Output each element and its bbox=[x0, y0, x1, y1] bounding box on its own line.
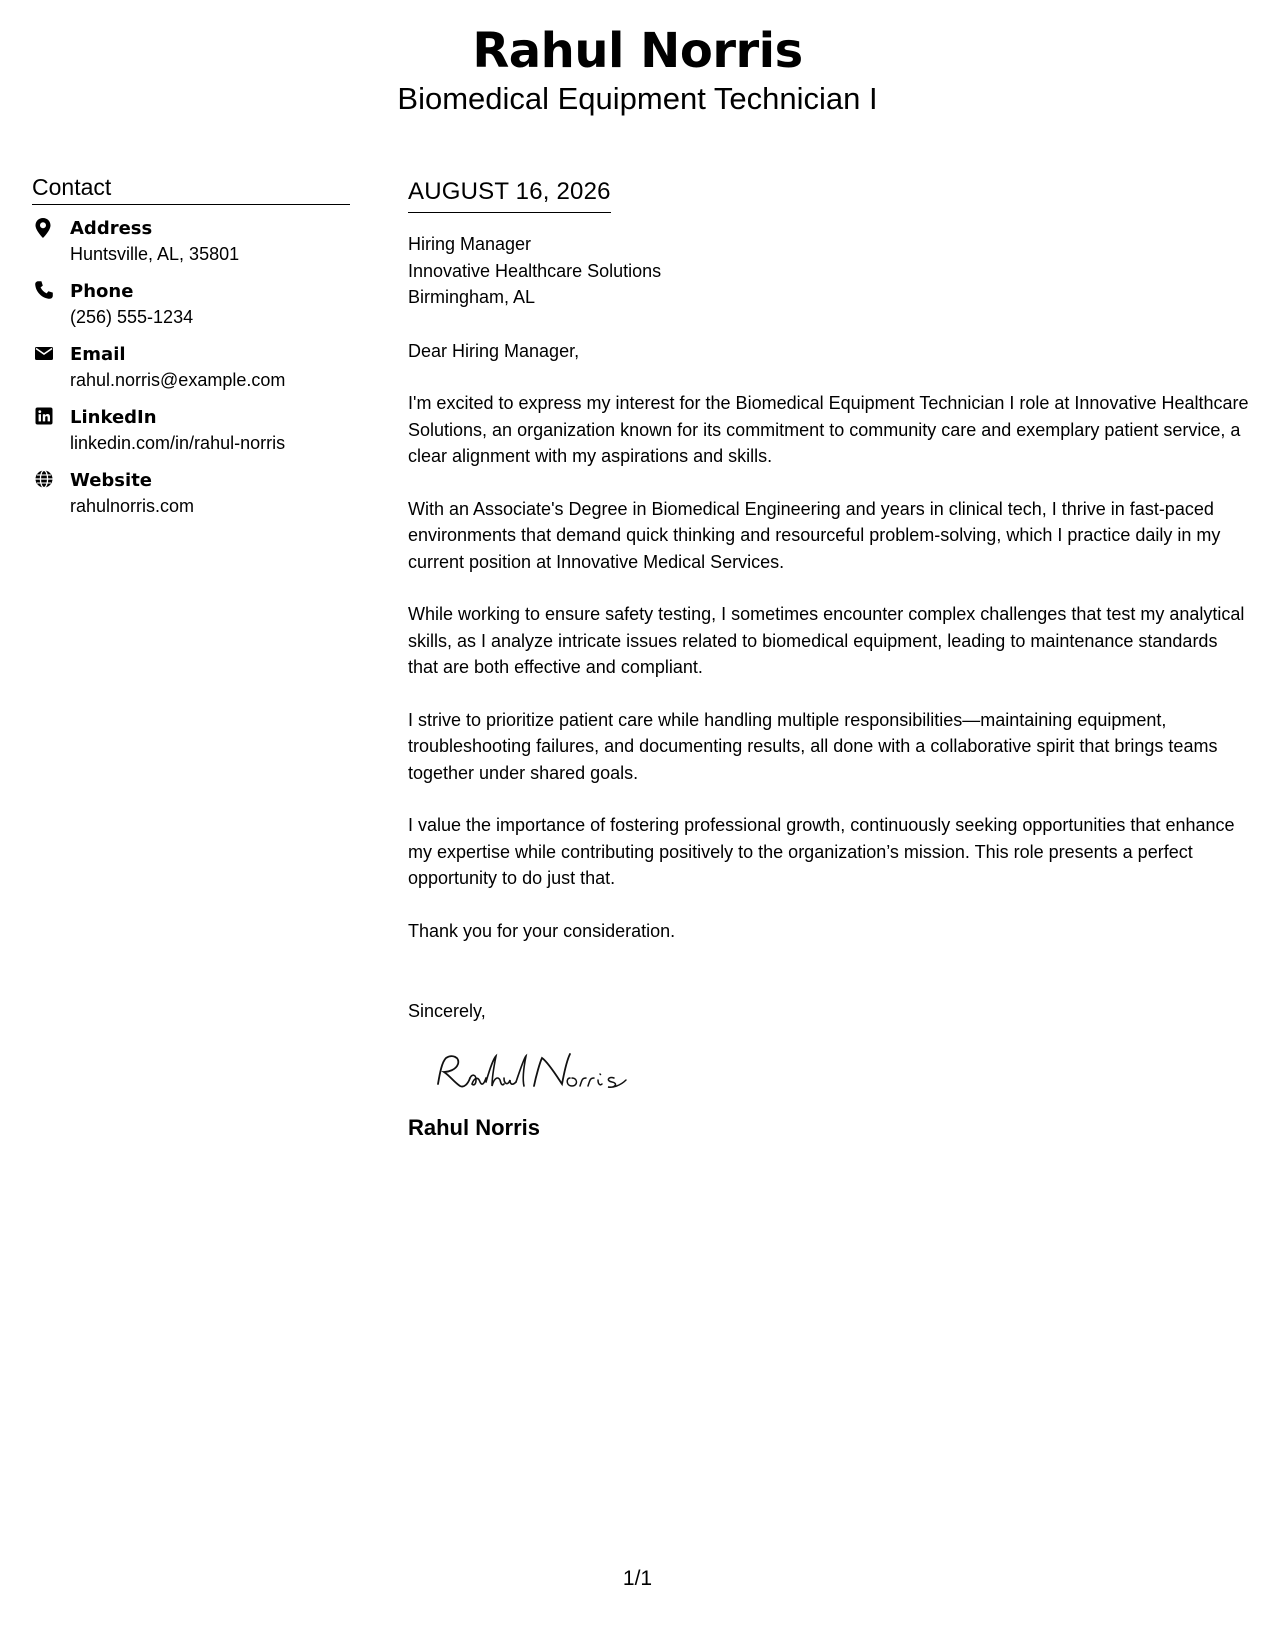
letter-body bbox=[408, 172, 1250, 1142]
handwritten-signature bbox=[430, 1048, 650, 1098]
globe-icon bbox=[34, 469, 54, 491]
linkedin-value: linkedin.com/in/rahul-norris bbox=[70, 433, 286, 453]
paragraph: I'm excited to express my interest for the Biomedical Equipment Technician I role at Innovative Healthcare Solutions, an organization known for its commitment to community care and exemplary patient service, a clear alignment with my aspirations and skills. bbox=[408, 393, 1249, 466]
contact-label: LinkedIn bbox=[70, 407, 157, 428]
website-value: rahulnorris.com bbox=[70, 496, 195, 516]
recipient-block bbox=[408, 231, 1250, 311]
applicant-name: Rahul Norris bbox=[472, 23, 803, 79]
map-pin-icon bbox=[34, 217, 54, 239]
contact-heading: Contact bbox=[32, 172, 350, 205]
applicant-role: Biomedical Equipment Technician I bbox=[397, 81, 878, 116]
phone-icon bbox=[34, 280, 54, 302]
paragraph: While working to ensure safety testing, I sometimes encounter complex challenges that test my analytical skills, as I analyze intricate issues related to biomedical equipment, leading to maintenance standards that are both effective and compliant. bbox=[408, 604, 1245, 677]
contact-label: Email bbox=[70, 344, 126, 365]
contact-item-phone bbox=[32, 280, 350, 343]
contact-label: Phone bbox=[70, 281, 134, 302]
greeting: Dear Hiring Manager, bbox=[408, 340, 580, 361]
contact-item-address bbox=[32, 217, 350, 280]
contact-item-linkedin bbox=[32, 406, 350, 469]
recipient-title: Hiring Manager bbox=[408, 234, 532, 254]
linkedin-icon bbox=[34, 406, 54, 428]
letter-date: AUGUST 16, 2026 bbox=[408, 178, 611, 205]
thanks-line: Thank you for your consideration. bbox=[408, 920, 676, 941]
contact-item-email bbox=[32, 343, 350, 406]
letter-header bbox=[0, 22, 1275, 118]
contact-label: Website bbox=[70, 470, 153, 491]
closing: Sincerely, bbox=[408, 1001, 486, 1021]
paragraph: I value the importance of fostering professional growth, continuously seeking opportunities that enhance my expertise while contributing positively to the organization’s mission. This role presents a perfect opportunity to do just that. bbox=[408, 815, 1235, 888]
date-block bbox=[408, 172, 611, 213]
contact-item-website bbox=[32, 469, 350, 532]
envelope-icon bbox=[34, 343, 54, 365]
contact-label: Address bbox=[70, 218, 153, 239]
signer-name: Rahul Norris bbox=[408, 1115, 541, 1140]
contact-sidebar bbox=[32, 172, 350, 532]
paragraph: I strive to prioritize patient care while handling multiple responsibilities—maintaining equipment, troubleshooting failures, and documenting results, all done with a collaborative spirit that brings teams together under shared goals. bbox=[408, 709, 1218, 783]
recipient-location: Birmingham, AL bbox=[408, 287, 536, 307]
phone-value: (256) 555-1234 bbox=[70, 307, 194, 327]
recipient-company: Innovative Healthcare Solutions bbox=[408, 260, 662, 281]
paragraph: With an Associate's Degree in Biomedical Engineering and years in clinical tech, I thrive in fast-paced environments that demand quick thinking and resourceful problem-solving, which I practice daily in my current position at Innovative Medical Services. bbox=[408, 498, 1221, 572]
address-value: Huntsville, AL, 35801 bbox=[70, 244, 240, 264]
page-number: 1/1 bbox=[622, 1567, 653, 1590]
email-value: rahul.norris@example.com bbox=[70, 370, 286, 390]
